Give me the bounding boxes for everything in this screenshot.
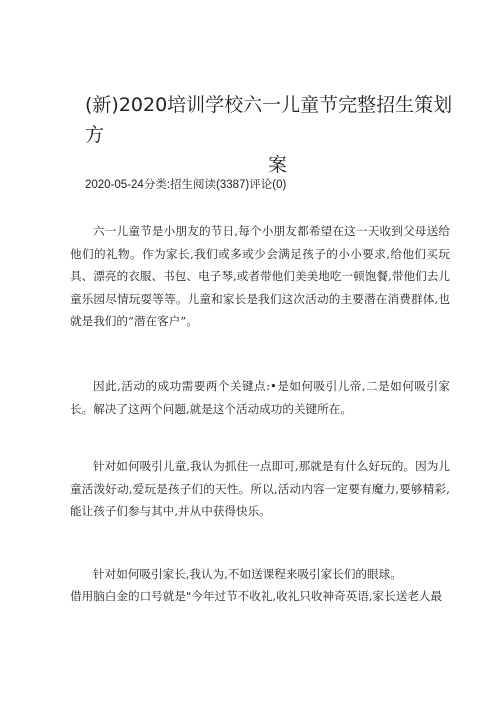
paragraph-slogan: 借用脑白金的口号就是"今年过节不收礼,收礼只收神奇英语,家长送老人最: [70, 589, 443, 603]
paragraph-attract-parents: 针对如何吸引家长,我认为,不如送课程来吸引家长们的眼球。: [93, 567, 402, 581]
document-title: [85, 90, 470, 180]
title-line-2: 案: [267, 154, 287, 176]
title-line-1: (新)2020培训学校六一儿童节完整招生策划方: [85, 94, 453, 146]
post-meta: 2020-05-24分类:招生阅读(3387)评论(0): [85, 179, 287, 191]
paragraph-attract-children: 针对如何吸引儿童,我认为抓住一点即可,那就是有什么好玩的。因为儿童活泼好动,爱玩是孩子们的天性。所以,活动内容一定要有魔力,要够精彩,能让孩子们参与其中,并从中获得快乐。: [70, 459, 450, 518]
paragraph-intro: 六一儿童节是小朋友的节日,每个小朋友都希望在这一天收到父母送给他们的礼物。作为家长,我们或多或少会满足孩子的小小要求,给他们买玩具、漂亮的衣服、书包、电子琴,或者带他们美美地吃一顿饱餐,带他们去儿童乐园尽情玩耍等等。儿童和家长是我们这次活动的主要潜在消费群体,也就是我们的“潜在客户”。: [70, 224, 450, 328]
paragraph-key-points: 因此,活动的成功需要两个关键点:•是如何吸引儿帝,二是如何吸引家长。解决了这两个问题,就是这个活动成功的关键所在。: [70, 379, 450, 416]
